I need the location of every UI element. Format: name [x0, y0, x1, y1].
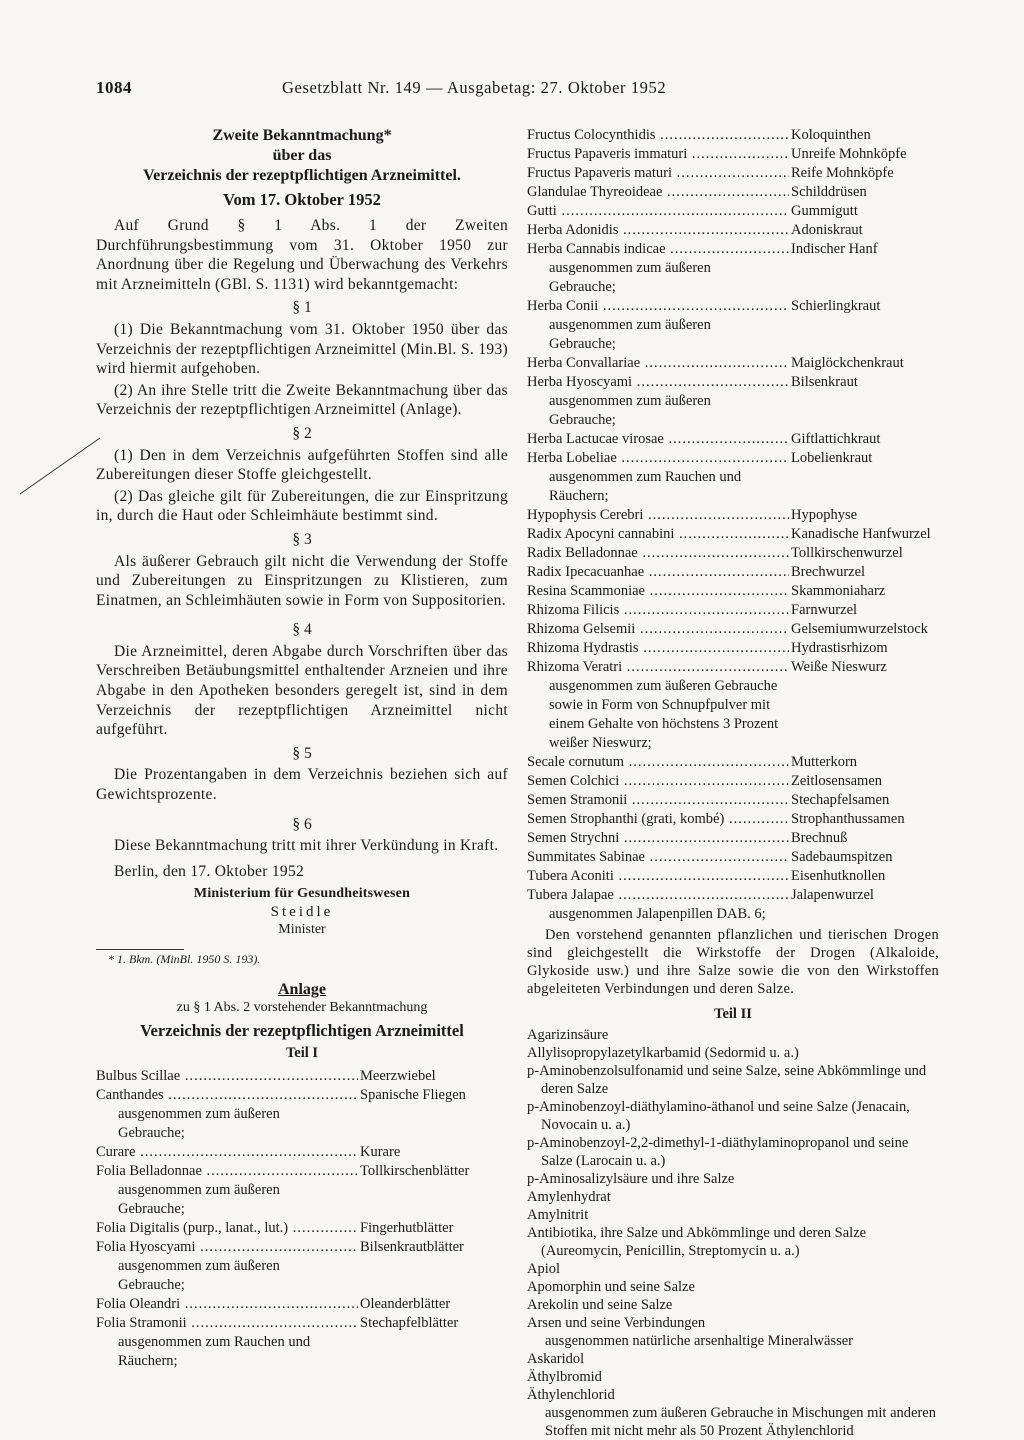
german-name: Brechnuß	[791, 830, 848, 846]
list-item	[527, 164, 939, 183]
exception-note: ausgenommen zum Rauchen und Räuchern;	[118, 1334, 311, 1370]
list-item	[527, 202, 939, 221]
right-column	[527, 126, 939, 1440]
german-name: Gelsemiumwurzelstock	[791, 621, 928, 637]
section-heading: § 4	[292, 621, 312, 639]
list-item	[96, 1219, 508, 1238]
list-item	[527, 810, 939, 829]
exception-note: ausgenommen zum äußeren Gebrauche in Mischungen mit anderen Stoffen mit nicht mehr als 50 Prozent Äthylenchlorid	[545, 1405, 936, 1439]
list-item: Äthylenchlorid	[527, 1387, 615, 1403]
teil1-label: Teil I	[285, 1045, 319, 1062]
list-item	[96, 1086, 508, 1143]
latin-name: Rhizoma Veratri .....	[527, 658, 789, 677]
latin-name: Folia Oleandri .....	[96, 1295, 358, 1314]
latin-name: Semen Stramonii .....	[527, 791, 789, 810]
german-name: Kurare	[360, 1144, 401, 1161]
list-item	[527, 753, 939, 772]
list-item: p-Aminosalizylsäure und ihre Salze	[527, 1171, 735, 1187]
list-item: Apiol	[527, 1261, 561, 1277]
list-item	[527, 525, 939, 544]
latin-name: Folia Hyoscyami .....	[96, 1238, 358, 1257]
german-name: Zeitlosensamen	[791, 773, 883, 789]
title-line: Zweite Bekanntmachung*	[212, 127, 392, 144]
latin-name: Herba Conii .....	[527, 297, 789, 316]
latin-name: Folia Digitalis (purp., lanat., lut.) .....	[96, 1219, 358, 1238]
paragraph: Die Arzneimittel, deren Abgabe durch Vorschriften über das Verschreiben Betäubungsmittel enthaltender Arzneien und ihre Abgabe in den Apotheken besonders geregelt ist, sind in dem Verzeichnis der rezeptpflichtigen Arzneimittel nicht aufgeführt.	[96, 642, 508, 739]
list-item: Askaridol	[527, 1351, 585, 1367]
german-name: Tollkirschenblätter	[360, 1163, 470, 1180]
latin-name: Hypophysis Cerebri .....	[527, 506, 789, 525]
german-name: Adoniskraut	[791, 222, 863, 238]
latin-name: Herba Lactucae virosae .....	[527, 430, 789, 449]
latin-name: Fructus Papaveris maturi .....	[527, 164, 789, 183]
list-item: Allylisopropylazetylkarbamid (Sedormid u. a.)	[527, 1045, 799, 1061]
latin-name: Semen Strychni .....	[527, 829, 789, 848]
list-title: Verzeichnis der rezeptpflichtigen Arzneimittel	[140, 1021, 464, 1041]
latin-name: Summitates Sabinae .....	[527, 848, 789, 867]
latin-name: Rhizoma Gelsemii .....	[527, 620, 789, 639]
list-item	[527, 620, 939, 639]
list-item	[527, 848, 939, 867]
list-item	[96, 1314, 508, 1371]
latin-name: Resina Scammoniae .....	[527, 582, 789, 601]
exception-note: ausgenommen zum äußeren Gebrauche sowie in Form von Schnupfpulver mit einem Gehalte von höchstens 3 Prozent weißer Nieswurz;	[549, 678, 779, 751]
latin-name: Semen Colchici .....	[527, 772, 789, 791]
exception-note: ausgenommen zum Rauchen und Räuchern;	[549, 469, 742, 504]
latin-name: Curare .....	[96, 1143, 358, 1162]
german-name: Hydrastisrhizom	[791, 640, 888, 656]
teil2-list	[527, 1026, 939, 1440]
teil1-list-left	[96, 1067, 508, 1371]
german-name: Weiße Nieswurz	[791, 659, 887, 675]
german-name: Tollkirschenwurzel	[791, 545, 903, 561]
list-item	[527, 506, 939, 525]
footnote-rule	[96, 949, 184, 950]
list-item: Amylenhydrat	[527, 1189, 611, 1205]
latin-name: Rhizoma Hydrastis .....	[527, 639, 789, 658]
list-item	[527, 354, 939, 373]
exception-note: ausgenommen zum äußeren Gebrauche;	[118, 1258, 280, 1294]
german-name: Fingerhutblätter	[360, 1220, 454, 1237]
page-header	[96, 78, 936, 106]
list-item	[96, 1067, 508, 1086]
list-item	[527, 829, 939, 848]
latin-name: Secale cornutum .....	[527, 753, 789, 772]
anlage-subheading: zu § 1 Abs. 2 vorstehender Bekanntmachung	[176, 1000, 428, 1016]
latin-name: Herba Adonidis .....	[527, 221, 789, 240]
exception-note: ausgenommen zum äußeren Gebrauche;	[118, 1182, 280, 1218]
german-name: Eisenhutknollen	[791, 868, 886, 884]
latin-name: Radix Belladonnae .....	[527, 544, 789, 563]
latin-name: Gutti .....	[527, 202, 789, 221]
exception-note: ausgenommen zum äußeren Gebrauche;	[118, 1106, 280, 1142]
latin-name: Glandulae Thyreoideae .....	[527, 183, 789, 202]
latin-name: Herba Convallariae .....	[527, 354, 789, 373]
section-heading: § 2	[292, 424, 312, 442]
german-name: Gummigutt	[791, 203, 858, 219]
latin-name: Canthandes .....	[96, 1086, 358, 1105]
list-item	[527, 867, 939, 886]
signer-role: Minister	[278, 922, 326, 938]
list-item: Arsen und seine Verbindungen	[527, 1315, 706, 1331]
list-item	[527, 373, 939, 430]
german-name: Brechwurzel	[791, 564, 866, 580]
list-item	[527, 886, 939, 924]
list-item	[527, 772, 939, 791]
latin-name: Radix Ipecacuanhae .....	[527, 563, 789, 582]
left-column	[96, 126, 508, 1371]
anlage-heading: Anlage	[278, 981, 326, 999]
german-name: Farnwurzel	[791, 602, 858, 618]
german-name: Reife Mohnköpfe	[791, 165, 894, 181]
pencil-mark	[18, 436, 102, 496]
list-item	[527, 449, 939, 506]
paragraph: (1) Den in dem Verzeichnis aufgeführten Stoffen sind alle Zubereitungen dieser Stoffe gleichgestellt.	[96, 446, 508, 484]
teil1-closing: Den vorstehend genannten pflanzlichen und tierischen Drogen sind gleichgestellt die Wirkstoffe der Drogen (Alkaloide, Glykoside usw.) und ihre Salze sowie die von den Wirkstoffen abgeleiteten Verbindungen und deren Salze.	[527, 927, 939, 997]
german-name: Koloquinthen	[791, 127, 871, 143]
exception-note: ausgenommen Jalapenpillen DAB. 6;	[549, 906, 766, 922]
german-name: Spanische Fliegen	[360, 1087, 466, 1104]
list-item: Äthylbromid	[527, 1369, 602, 1385]
german-name: Meerzwiebel	[360, 1068, 436, 1085]
german-name: Bilsenkraut	[791, 374, 858, 390]
german-name: Schilddrüsen	[791, 184, 867, 200]
latin-name: Fructus Colocynthidis .....	[527, 126, 789, 145]
german-name: Hypophyse	[791, 507, 858, 523]
list-item: Amylnitrit	[527, 1207, 589, 1223]
paragraph: (2) An ihre Stelle tritt die Zweite Bekanntmachung über das Verzeichnis der rezeptpflichtigen Arzneimittel (Anlage).	[96, 381, 508, 419]
paragraph: (2) Das gleiche gilt für Zubereitungen, die zur Einspritzung in, durch die Haut oder Schleimhäute bestimmt sind.	[96, 487, 508, 525]
paragraph: (1) Die Bekanntmachung vom 31. Oktober 1950 über das Verzeichnis der rezeptpflichtigen Arzneimittel (Min.Bl. S. 193) wird hiermit aufgehoben.	[96, 320, 508, 378]
latin-name: Folia Stramonii .....	[96, 1314, 358, 1333]
preamble: Auf Grund § 1 Abs. 1 der Zweiten Durchführungsbestimmung vom 31. Oktober 1950 zur Anordnung über die Regelung und Überwachung des Verkehrs mit Arzneimitteln (GBl. S. 1131) wird bekanntgemacht:	[96, 217, 508, 293]
section-heading: § 3	[292, 530, 312, 548]
section-heading: § 6	[292, 815, 312, 833]
german-name: Lobelienkraut	[791, 450, 873, 466]
section-heading: § 5	[292, 744, 312, 762]
german-name: Jalapenwurzel	[791, 887, 874, 903]
list-item	[527, 563, 939, 582]
list-item	[96, 1295, 508, 1314]
list-item: Agarizinsäure	[527, 1027, 609, 1043]
latin-name: Herba Lobeliae .....	[527, 449, 789, 468]
list-item: p-Aminobenzolsulfonamid und seine Salze, seine Abkömmlinge und deren Salze	[527, 1063, 927, 1097]
list-item	[527, 639, 939, 658]
list-item: Antibiotika, ihre Salze und Abkömmlinge und deren Salze (Aureomycin, Penicillin, Streptomycin u. a.)	[527, 1225, 867, 1259]
paragraph: Die Prozentangaben in dem Verzeichnis beziehen sich auf Gewichtsprozente.	[96, 766, 508, 804]
list-item	[527, 240, 939, 297]
teil2-label: Teil II	[714, 1006, 752, 1022]
german-name: Giftlattichkraut	[791, 431, 881, 447]
announcement-title	[96, 126, 508, 210]
page-number: 1084	[96, 78, 132, 97]
title-line: über das	[272, 147, 332, 164]
list-item	[527, 430, 939, 449]
german-name: Kanadische Hanfwurzel	[791, 526, 931, 542]
latin-name: Tubera Jalapae .....	[527, 886, 789, 905]
paragraph: Diese Bekanntmachung tritt mit ihrer Verkündung in Kraft.	[114, 837, 499, 855]
german-name: Mutterkorn	[791, 754, 858, 770]
gazette-title: Gesetzblatt Nr. 149 — Ausgabetag: 27. Oktober 1952	[282, 78, 667, 97]
place-date: Berlin, den 17. Oktober 1952	[114, 862, 305, 880]
latin-name: Semen Strophanthi (grati, kombé) .....	[527, 810, 789, 829]
list-item	[96, 1238, 508, 1295]
latin-name: Radix Apocyni cannabini .....	[527, 525, 789, 544]
german-name: Maiglöckchenkraut	[791, 355, 904, 371]
ministry-name: Ministerium für Gesundheitswesen	[193, 886, 411, 902]
list-item: Apomorphin und seine Salze	[527, 1279, 695, 1295]
exception-note: ausgenommen zum äußeren Gebrauche;	[549, 317, 711, 352]
list-item	[96, 1162, 508, 1219]
exception-note: ausgenommen natürliche arsenhaltige Mineralwässer	[545, 1333, 854, 1349]
german-name: Indischer Hanf	[791, 241, 878, 257]
list-item	[527, 791, 939, 810]
german-name: Sadebaumspitzen	[791, 849, 893, 865]
german-name: Oleanderblätter	[360, 1296, 451, 1313]
german-name: Bilsenkrautblätter	[360, 1239, 464, 1256]
latin-name: Fructus Papaveris immaturi .....	[527, 145, 789, 164]
exception-note: ausgenommen zum äußeren Gebrauche;	[549, 393, 711, 428]
list-item	[96, 1143, 508, 1162]
list-item	[527, 145, 939, 164]
footnote: * 1. Bkm. (MinBl. 1950 S. 193).	[108, 952, 261, 967]
list-item	[527, 221, 939, 240]
list-item	[527, 658, 939, 753]
list-item	[527, 544, 939, 563]
list-item	[527, 297, 939, 354]
paragraph: Als äußerer Gebrauch gilt nicht die Verwendung der Stoffe und Zubereitungen zu Einspritzungen zu Klistieren, zum Einatmen, an Schleimhäuten sowie in Form von Suppositorien.	[96, 552, 508, 609]
exception-note: ausgenommen zum äußeren Gebrauche;	[549, 260, 711, 295]
list-item	[527, 601, 939, 620]
latin-name: Bulbus Scillae .....	[96, 1067, 358, 1086]
german-name: Stechapfelblätter	[360, 1315, 459, 1332]
latin-name: Folia Belladonnae .....	[96, 1162, 358, 1181]
latin-name: Herba Hyoscyami .....	[527, 373, 789, 392]
german-name: Skammoniaharz	[791, 583, 886, 599]
signer-name: Steidle	[270, 904, 334, 921]
german-name: Strophanthussamen	[791, 811, 905, 827]
list-item	[527, 126, 939, 145]
title-line: Verzeichnis der rezeptpflichtigen Arzneimittel.	[143, 167, 461, 184]
list-item	[527, 183, 939, 202]
latin-name: Tubera Aconiti .....	[527, 867, 789, 886]
latin-name: Herba Cannabis indicae .....	[527, 240, 789, 259]
german-name: Unreife Mohnköpfe	[791, 146, 907, 162]
latin-name: Rhizoma Filicis .....	[527, 601, 789, 620]
section-heading: § 1	[292, 299, 312, 317]
announcement-date: Vom 17. Oktober 1952	[223, 190, 381, 209]
german-name: Stechapfelsamen	[791, 792, 890, 808]
list-item: Arekolin und seine Salze	[527, 1297, 673, 1313]
list-item: p-Aminobenzoyl-2,2-dimethyl-1-diäthylaminopropanol und seine Salze (Larocain u. a.)	[527, 1135, 909, 1169]
list-item: p-Aminobenzoyl-diäthylamino-äthanol und seine Salze (Jenacain, Novocain u. a.)	[527, 1099, 910, 1133]
teil1-list-right	[527, 126, 939, 924]
list-item	[527, 582, 939, 601]
german-name: Schierlingkraut	[791, 298, 881, 314]
